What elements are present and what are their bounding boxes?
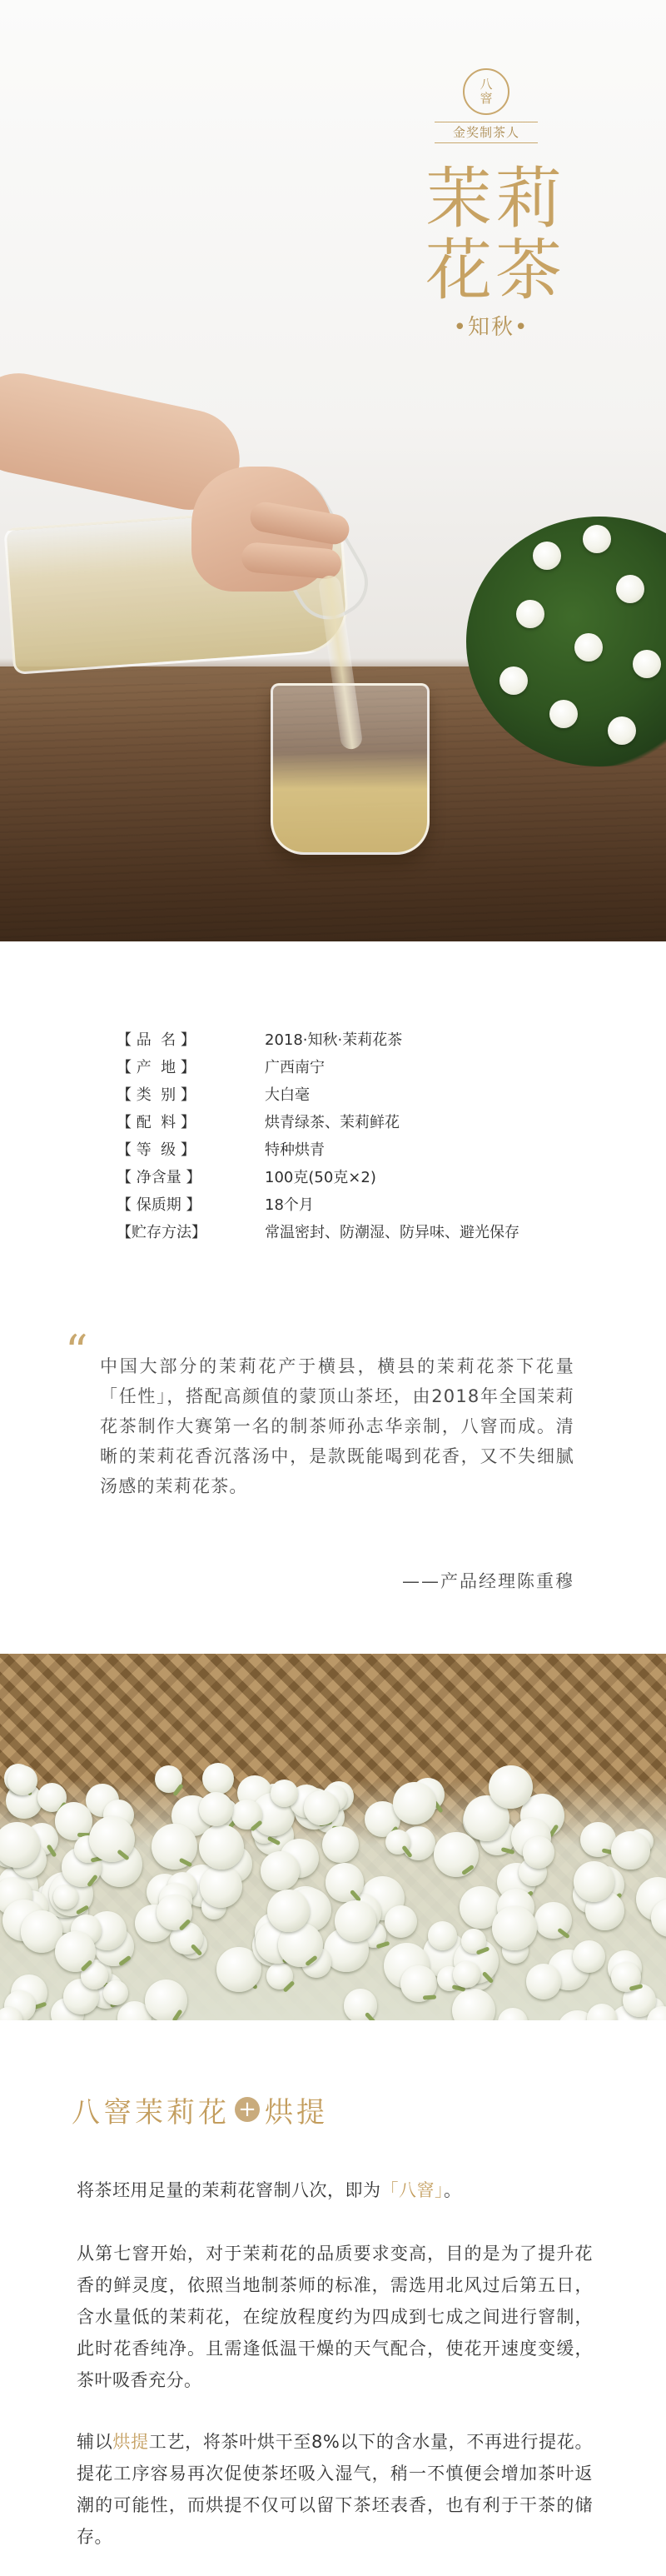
jasmine-bud bbox=[393, 1782, 436, 1825]
jasmine-bud bbox=[611, 1831, 650, 1870]
jasmine-bud bbox=[199, 1792, 233, 1826]
jasmine-bloom bbox=[583, 525, 611, 553]
spec-row bbox=[117, 1193, 616, 1221]
spec-label: 【 净含量 】 bbox=[117, 1169, 201, 1186]
jasmine-basket-photo bbox=[0, 1654, 666, 2020]
spec-value: 广西南宁 bbox=[265, 1059, 325, 1076]
jasmine-bud bbox=[489, 1765, 533, 1810]
spec-label: 【 等 级 】 bbox=[117, 1141, 196, 1159]
paragraph-1-text: 将茶坯用足量的茉莉花窨制八次，即为 bbox=[77, 2180, 381, 2200]
spec-label: 【 产 地 】 bbox=[117, 1059, 196, 1076]
jasmine-buds bbox=[0, 1654, 666, 2020]
jasmine-bud bbox=[574, 1861, 614, 1902]
jasmine-bud bbox=[103, 1980, 128, 2005]
hero-photo bbox=[0, 0, 666, 941]
spec-table bbox=[0, 941, 666, 1291]
jasmine-bud bbox=[261, 1851, 300, 1890]
award-label: 金奖制茶人 bbox=[435, 122, 538, 143]
jasmine-bud bbox=[385, 1905, 417, 1938]
title-line-2: 花茶 bbox=[425, 232, 565, 309]
spec-value: 18个月 bbox=[265, 1196, 314, 1214]
paragraph-1-end: 。 bbox=[444, 2180, 462, 2200]
spec-row bbox=[117, 1166, 616, 1194]
spec-row bbox=[117, 1221, 616, 1249]
jasmine-bud bbox=[202, 1763, 234, 1795]
jasmine-bud bbox=[428, 1921, 457, 1950]
jasmine-bud bbox=[452, 1989, 496, 2020]
spec-label: 【贮存方法】 bbox=[117, 1224, 206, 1241]
paragraph-3-text: 工艺，将茶叶烘干至8%以下的含水量，不再进行提花。提花工序容易再次促使茶坯吸入湿气，稍一不慎便会增加茶叶返潮的可能性，而烘提不仅可以留下茶坯表香，也有利于干茶的储存。 bbox=[77, 2432, 593, 2547]
jasmine-bloom bbox=[633, 650, 661, 678]
jasmine-bud bbox=[453, 1961, 480, 1989]
jasmine-bud bbox=[267, 1890, 310, 1932]
spec-value: 2018·知秋·茉莉花茶 bbox=[265, 1031, 403, 1049]
spec-row bbox=[117, 1138, 616, 1166]
spec-label: 【 类 别 】 bbox=[117, 1086, 196, 1104]
jasmine-bud bbox=[271, 1780, 298, 1807]
spec-value: 100克(50克×2) bbox=[265, 1169, 376, 1186]
glass-cup bbox=[271, 683, 430, 855]
jasmine-bud bbox=[7, 1765, 37, 1795]
jasmine-bud bbox=[304, 1790, 338, 1825]
spec-label: 【 配 料 】 bbox=[117, 1114, 196, 1131]
jasmine-bud bbox=[526, 1964, 561, 1999]
jasmine-bloom bbox=[516, 600, 544, 628]
paragraph-1 bbox=[77, 2174, 593, 2206]
jasmine-bud bbox=[335, 1900, 376, 1942]
paragraph-3 bbox=[77, 2426, 593, 2553]
jasmine-bud bbox=[200, 1865, 242, 1908]
spec-label: 【 保质期 】 bbox=[117, 1196, 201, 1214]
quote-mark-icon: “ bbox=[65, 1325, 88, 1378]
jasmine-bud bbox=[492, 1906, 537, 1951]
spec-row bbox=[117, 1111, 616, 1139]
spec-label: 【 品 名 】 bbox=[117, 1031, 196, 1049]
jasmine-stem bbox=[423, 1994, 436, 1999]
paragraph-3-start: 辅以 bbox=[77, 2432, 113, 2452]
spec-row bbox=[117, 1083, 616, 1111]
highlight-bayin: 「八窨」 bbox=[380, 2180, 444, 2200]
jasmine-bud bbox=[344, 1989, 378, 2020]
jasmine-bud bbox=[145, 1979, 188, 2020]
jasmine-bloom bbox=[549, 700, 578, 728]
spec-value: 特种烘青 bbox=[265, 1141, 325, 1159]
section-title bbox=[72, 2089, 328, 2129]
jasmine-bud bbox=[573, 1940, 605, 1973]
paragraph-2: 从第七窨开始，对于茉莉花的品质要求变高，目的是为了提升花香的鲜灵度，依照当地制茶师的标准，需选用北风过后第五日，含水量低的茉莉花，在绽放程度约为四成到七成之间进行窨制，此时花香纯净。且需逢低温干燥的天气配合，使花开速度变缓，茶叶吸香充分。 bbox=[77, 2244, 593, 2390]
jasmine-bloom bbox=[500, 666, 528, 695]
jasmine-bloom bbox=[608, 716, 636, 745]
spec-row bbox=[117, 1028, 616, 1056]
highlight-hongti: 烘提 bbox=[112, 2432, 149, 2452]
spec-value: 常温密封、防潮湿、防异味、避光保存 bbox=[265, 1224, 519, 1241]
spec-row bbox=[117, 1056, 616, 1084]
subtitle: •知秋• bbox=[453, 315, 529, 340]
quote-text: 中国大部分的茉莉花产于横县，横县的茉莉花茶下花量「任性」，搭配高颜值的蒙顶山茶坯，由2018年全国茉莉花茶制作大赛第一名的制茶师孙志华亲制，八窨而成。清晰的茉莉花香沉落汤中，是款既能喝到花香，又不失细腻汤感的茉莉花茶。 bbox=[100, 1356, 574, 1496]
jasmine-bud bbox=[523, 1836, 555, 1869]
section-title-left: 八窨茉莉花 bbox=[72, 2095, 230, 2129]
badge-seal bbox=[463, 68, 509, 115]
jasmine-bud bbox=[498, 2008, 527, 2020]
section-title-right: 烘提 bbox=[265, 2095, 328, 2129]
jasmine-bud bbox=[322, 1826, 359, 1863]
jasmine-bud bbox=[434, 1832, 479, 1877]
title-line-1: 茉莉 bbox=[425, 160, 565, 237]
spec-value: 烘青绿茶、茉莉鲜花 bbox=[265, 1114, 400, 1131]
jasmine-bloom bbox=[574, 633, 603, 661]
badge-text: 八窨 bbox=[480, 77, 493, 106]
jasmine-bud bbox=[55, 1931, 96, 1972]
plus-icon: + bbox=[235, 2097, 260, 2122]
jasmine-bloom bbox=[616, 575, 644, 603]
quote-signature: ——产品经理陈重穆 bbox=[402, 1571, 574, 1591]
jasmine-bloom bbox=[533, 542, 561, 570]
jasmine-bud bbox=[199, 1825, 244, 1870]
spec-value: 大白毫 bbox=[265, 1086, 310, 1104]
jasmine-bud bbox=[587, 2004, 617, 2020]
